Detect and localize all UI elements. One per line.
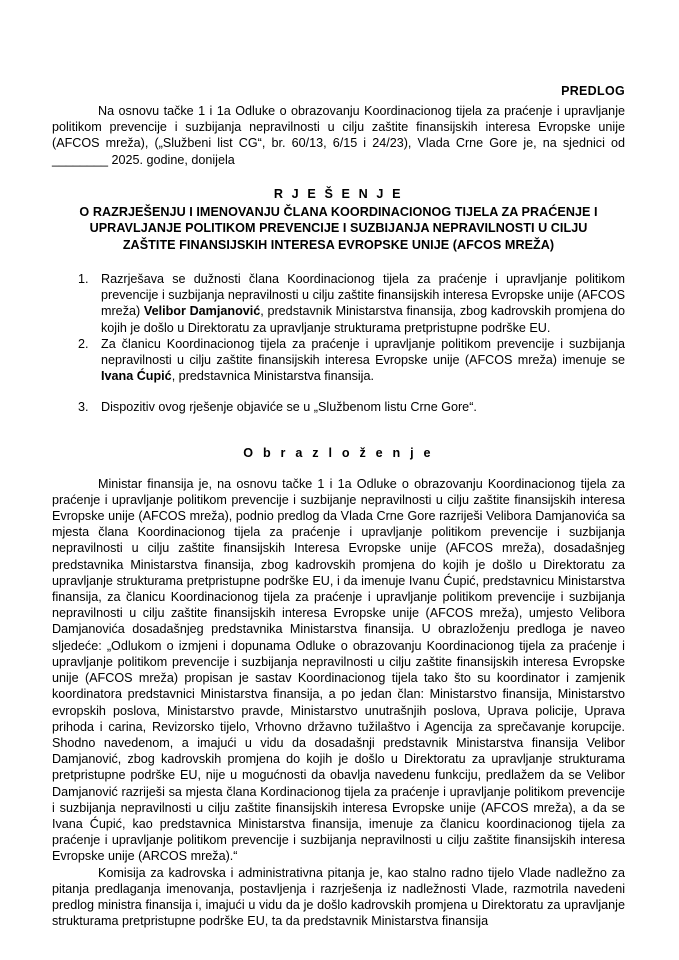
dispositiv-list	[52, 271, 625, 416]
list-item-text-before: Razrješava se dužnosti člana Koordinacionog tijela za praćenje i upravljanje politikom prevencije i suzbijanja nepravilnosti u cilju zaštite finansijskih interesa Evropske unije (AFCOS mreža)	[101, 272, 625, 319]
list-item	[52, 271, 625, 336]
list-item-number: 1.	[78, 272, 89, 287]
intro-paragraph: Na osnovu tačke 1 i 1a Odluke o obrazovanju Koordinacionog tijela za praćenje i upravljanje politikom prevencije i suzbijanja nepravilnosti u cilju zaštite finansijskih interesa Evropske unije (AFCOS mreža), („Službeni list CG“, br. 60/13, 6/15 i 24/23), Vlada Crne Gore je, na sjednici od ________ 2025. godine, donijela	[52, 104, 625, 167]
list-item-number: 3.	[78, 400, 89, 415]
decision-kind-heading: R J E Š E N J E	[273, 186, 404, 201]
list-item-bold-name: Velibor Damjanović	[143, 304, 261, 319]
decision-title	[52, 204, 625, 253]
list-item-text-before: Dispozitiv ovog rješenje objaviće se u „Službenom listu Crne Gore“.	[101, 400, 477, 415]
list-item	[52, 399, 625, 415]
explanation-paragraph-2: Komisija za kadrovska i administrativna pitanja je, kao stalno radno tijelo Vlade nadležno za pitanja predlaganja imenovanja, postavljenja i razrješenja iz nadležnosti Vlade, razmotrila navedeni predlog ministra finansija i, imajući u vidu da je došlo kadrovskih promjena u Direktoratu za upravljanje strukturama pretpristupne podrške EU, ta da predstavnik Ministarstva finansija	[52, 865, 625, 929]
decision-title-line-2: UPRAVLJANJE POLITIKOM PREVENCIJE I SUZBIJANJA NEPRAVILNOSTI U CILJU	[89, 221, 588, 236]
decision-title-line-1: O RAZRJEŠENJU I IMENOVANJU ČLANA KOORDINACIONOG TIJELA ZA PRAĆENJE I	[79, 204, 598, 219]
explanation-heading: O b r a z l o ž e n j e	[243, 445, 434, 460]
list-item-number: 2.	[78, 336, 89, 351]
list-item-text-after: , predstavnica Ministarstva finansija.	[171, 369, 374, 384]
list-item-text-after: , predstavnik Ministarstva finansija, zbog kadrovskih promjena do kojih je došlo u Direktoratu za upravljanje strukturama pretpristupne podrške EU.	[101, 304, 625, 335]
list-item-text-before: Za članicu Koordinacionog tijela za praćenje i upravljanje politikom prevencije i suzbijanja nepravilnosti u cilju zaštite finansijskih interesa Evropske unije (AFCOS mreža) imenuje se	[101, 336, 625, 368]
list-item-bold-name: Ivana Ćupić	[101, 369, 172, 384]
document-tag: PREDLOG	[561, 84, 625, 98]
decision-title-line-3: ZAŠTITE FINANSIJSKIH INTERESA EVROPSKE UNIJE (AFCOS MREŽA)	[122, 237, 555, 252]
document-body	[52, 0, 625, 929]
list-item	[52, 336, 625, 385]
title-block	[52, 185, 625, 253]
explanation-paragraph-1: Ministar finansija je, na osnovu tačke 1 i 1a Odluke o obrazovanju Koordinacionog tijela za praćenje i upravljanje politikom prevencije i suzbijanje nepravilnosti u cilju zaštite finansijskih interesa Evropske unije (AFCOS mreža), podnio predlog da Vlada Crne Gore razriješi Velibora Damjanovića sa mjesta člana Koordinacionog tijela za praćenje i upravljanje politikom prevencije i suzbijanja nepravilnosti u cilju zaštite finansijskih Interesa Evropske unije (AFCOS mreža), dosadašnjeg predstavnika Ministarstva finansija, zbog kadrovskih promjena do kojih je došlo u Direktoratu za upravljanje strukturama pretpristupne podrške EU, i da imenuje Ivanu Ćupić, predstavnicu Ministarstva finansija, za članicu Koordinacionog tijela za praćenje i upravljanje politikom prevencije i suzbijanja nepravilnosti u cilju zaštite finansijskih interesa Evropske unije (AFCOS mreža), umjesto Velibora Damjanovića dosadašnjeg predstavnika Ministarstva finansija. U obrazloženju predloga je naveo sljedeće: „Odlukom o izmjeni i dopunama Odluke o obrazovanju Koordinacionog tijela za praćenje i upravljanje politikom prevencije i suzbijanja nepravilnosti u cilju zaštite finansijskih interesa Evropske unije (AFCOS mreža) propisan je sastav Koordinacionog tijela tako što su koordinator i zamjenik koordinatora predstavnici Ministarstva finansija, a po jedan član: Ministarstvo finansija, Ministarstvo evropskih poslova, Ministarstvo pravde, Ministarstvo unutrašnjih poslova, Uprava policije, Uprava prihoda i carina, Revizorsko tijelo, Vrhovno državno tužilaštvo i Agencija za sprečavanje korupcije. Shodno navedenom, a imajući u vidu da dosadašnji predstavnik Ministarstva finansija Velibor Damjanović, zbog kadrovskih promjena do kojih je došlo u Direktoratu za upravljanje strukturama pretpristupne podrške EU, nije u mogućnosti da obavlja navedenu funkciju, predlažem da se Velibor Damjanović razriješi sa mjesta člana Kordinacionog tijela za praćenje i upravljanje politikom prevencije i suzbijanja nepravilnosti u cilju zaštite finansijskih interesa Evropske unije (AFCOS mreža), a da se Ivana Ćupić, kao predstavnica Ministarstva finansija, imenuje za članicu koordinacionog tijela za praćenje i upravljanje politikom prevencije i suzbijanja nepravilnosti u cilju zaštite finansijskih interesa Evropske unije (ARCOS mreža).“	[52, 476, 625, 864]
